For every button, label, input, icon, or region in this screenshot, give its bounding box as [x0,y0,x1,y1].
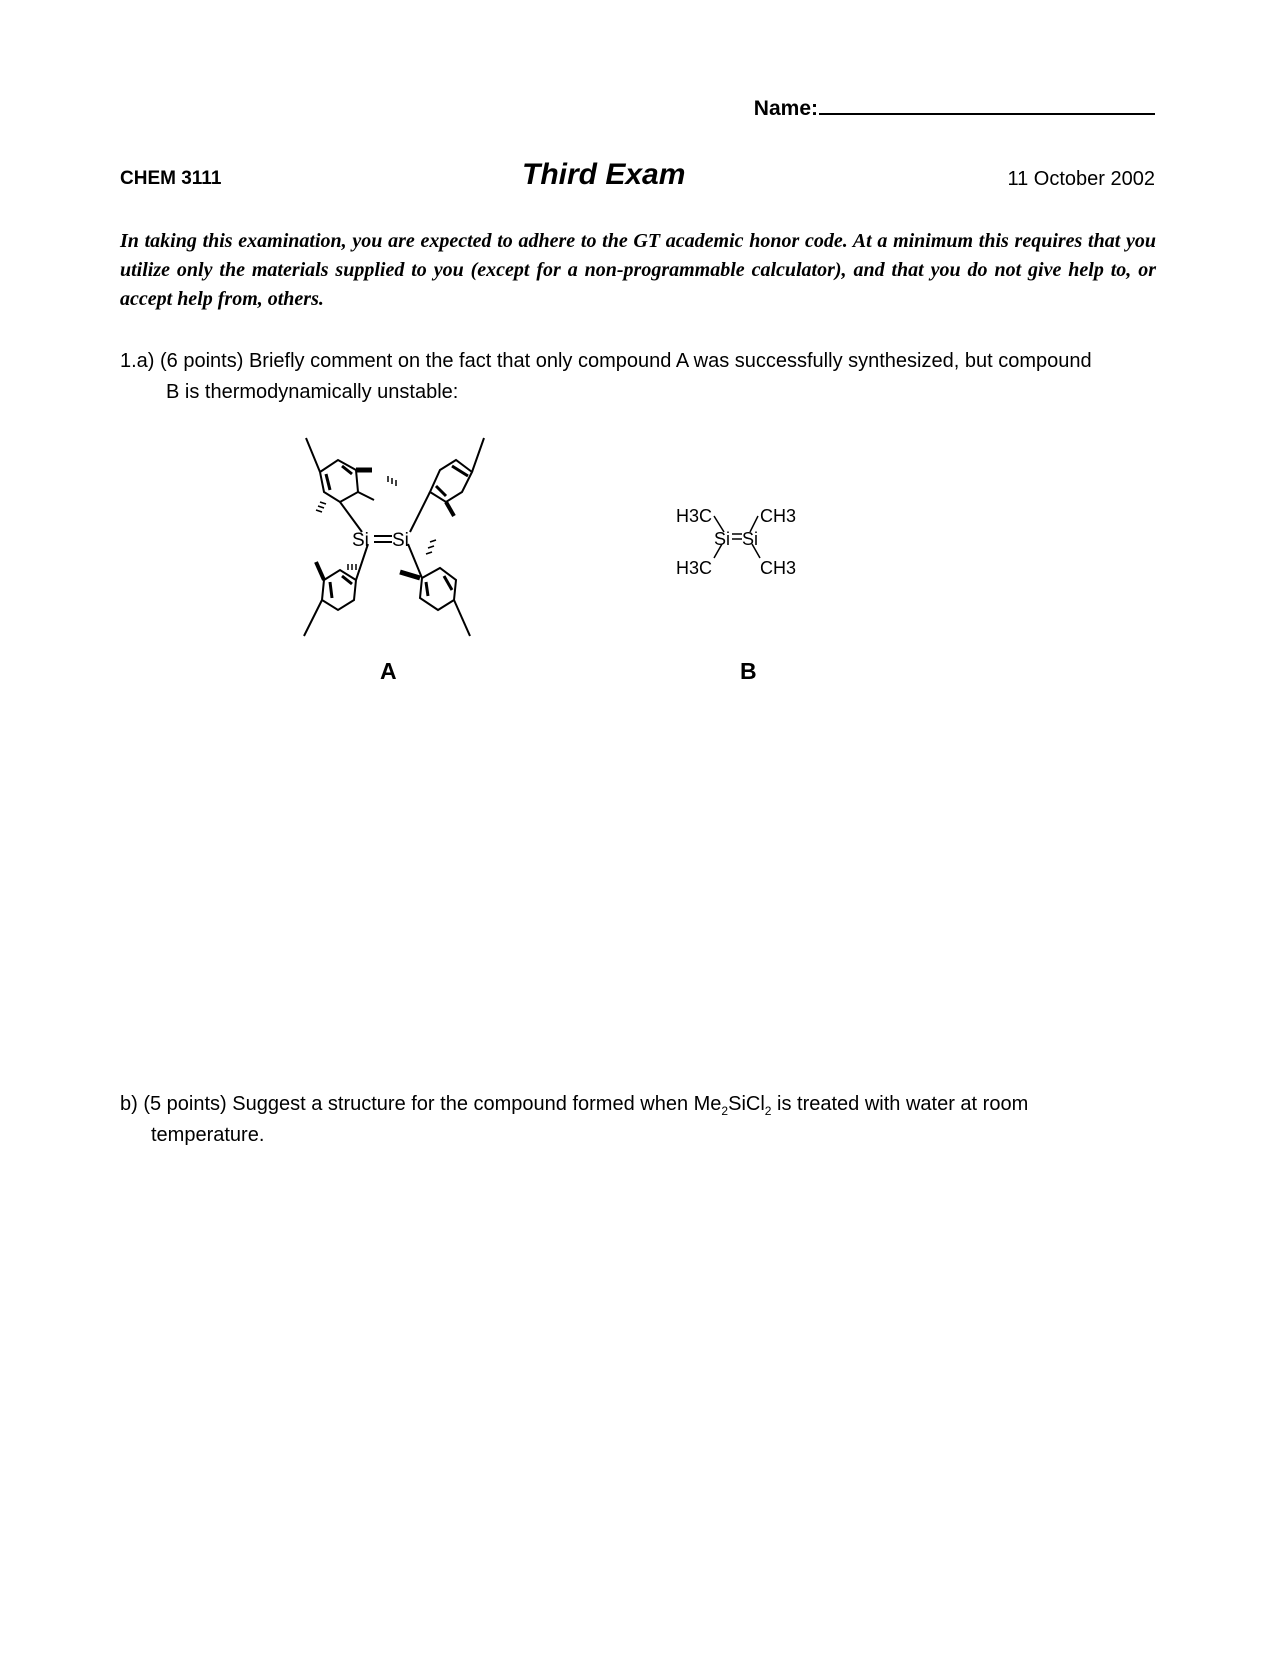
course-code: CHEM 3111 [120,168,222,189]
molecule-b-structure [676,500,816,600]
exam-title: Third Exam [522,158,686,191]
molecule-b-label: B [740,658,757,684]
molecule-a-si-right: Si [392,530,409,551]
question-1a-line1: 1.a) (6 points) Briefly comment on the fact that only compound A was successfully synthesized, but compound [120,350,1092,372]
molecule-b-h3c-top: H3C [676,506,713,526]
aryl-ring-upper-right [430,460,472,502]
aryl-ring-upper-left [320,460,358,502]
question-1a [120,346,1170,408]
honor-code-statement: In taking this examination, you are expected to adhere to the GT academic honor code. At a minimum this requires that you utilize only the materials supplied to you (except for a non-programmable calculator), and that you do not give help to, or accept help from, others. [120,230,1156,310]
molecule-a-structure [290,430,490,660]
molecule-b-si-left: Si [714,529,731,549]
molecule-b-ch3-bottom: CH3 [760,558,797,578]
name-blank-line[interactable] [819,94,1155,115]
molecule-b-h3c-bottom: H3C [676,558,713,578]
molecule-a-si-left: Si [352,530,369,551]
exam-date: 11 October 2002 [1007,168,1155,190]
question-1b-sub2: 2 [764,1104,772,1118]
question-1b-line2: temperature. [151,1124,265,1146]
molecule-a-label: A [380,658,397,684]
name-field [754,94,1155,121]
molecule-b-ch3-top: CH3 [760,506,797,526]
question-1b-suffix: is treated with water at room [771,1093,1029,1115]
question-1a-line2: B is thermodynamically unstable: [166,381,459,403]
aryl-ring-lower-left [322,570,356,610]
molecule-b-si-right: Si [742,529,759,549]
question-1b-prefix: b) (5 points) Suggest a structure for the compound formed when Me [120,1093,722,1115]
question-1b [120,1089,1170,1151]
name-label: Name: [753,97,818,120]
question-1b-mid: SiCl [728,1093,765,1115]
question-1b-sub1: 2 [721,1104,729,1118]
